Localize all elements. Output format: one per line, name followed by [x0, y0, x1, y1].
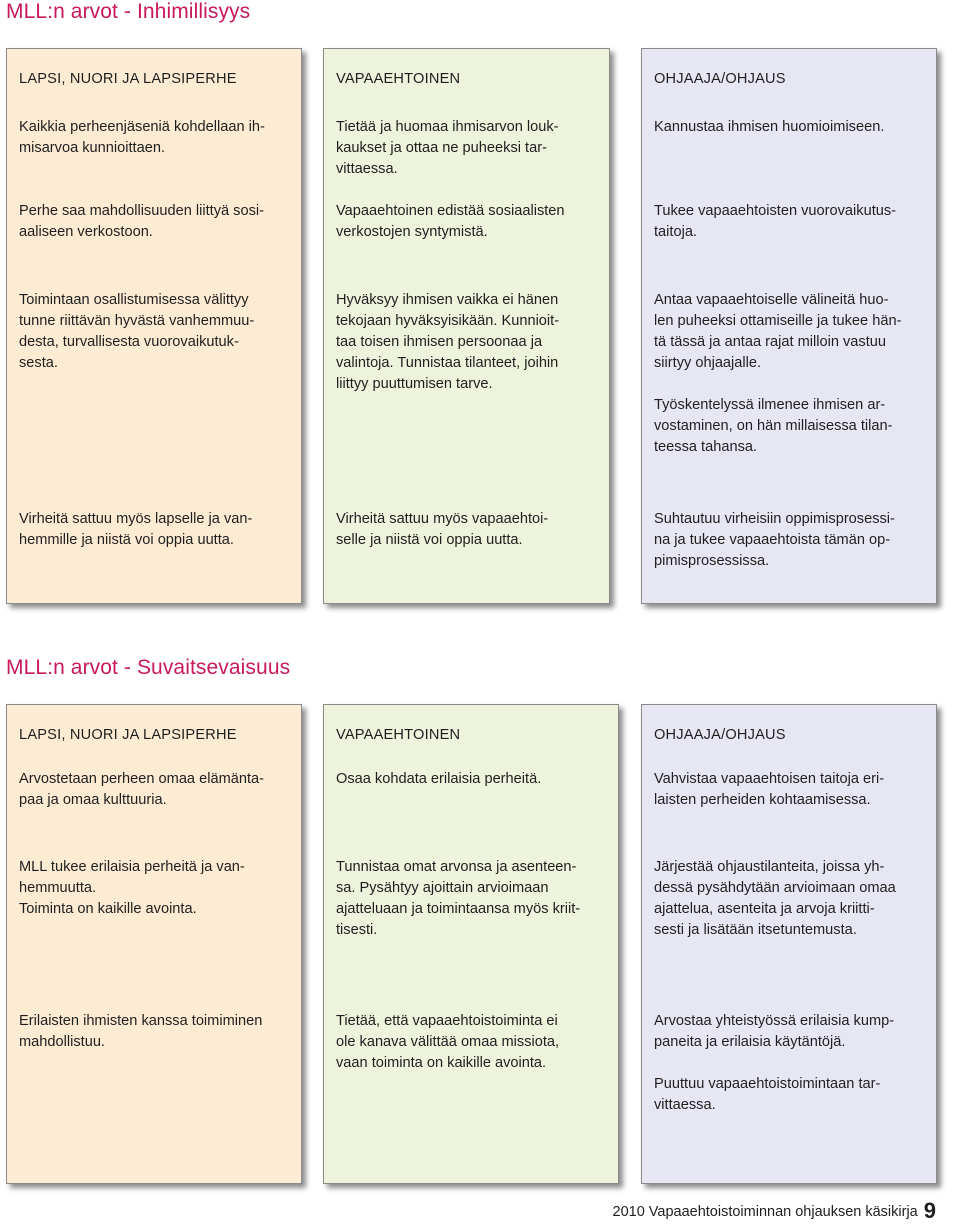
text-item: Hyväksyy ihmisen vaikka ei hänen tekojaan hyväksyisikään. Kunnioit- taa toisen ihmisen persoonaa ja valintoja. Tunnistaa tilanteet, joihin liittyy puuttumisen tarve.	[336, 292, 560, 392]
text-item: Tietää ja huomaa ihmisarvon louk- kaukset ja ottaa ne puheeksi tar- vittaessa.	[336, 119, 559, 177]
section-title-inhimillisyys: MLL:n arvot - Inhimillisyys	[6, 0, 251, 23]
column-heading: OHJAAJA/OHJAUS	[654, 727, 786, 743]
text-item: Arvostaa yhteistyössä erilaisia kump- paneita ja erilaisia käytäntöjä. Puuttuu vapaaehtoistoimintaan tar- vittaessa.	[654, 1013, 895, 1113]
page-footer	[613, 1196, 937, 1222]
column-heading: VAPAAEHTOINEN	[336, 727, 461, 743]
text-item: Suhtautuu virheisiin oppimisprosessi- na ja tukee vapaaehtoista tämän op- pimisprosessissa.	[654, 511, 895, 569]
column-lapsi-suvaitsevaisuus	[6, 704, 302, 1184]
text-item: Järjestää ohjaustilanteita, joissa yh- dessä pysähdytään arvioimaan omaa ajattelua, asenteita ja arvoja kriitti- sesti ja lisätään itsetuntemusta.	[654, 859, 896, 938]
text-item: Tukee vapaaehtoisten vuorovaikutus- taitoja.	[654, 203, 897, 240]
column-heading: OHJAAJA/OHJAUS	[654, 71, 786, 87]
text-item: Osaa kohdata erilaisia perheitä.	[336, 771, 542, 787]
text-item: Antaa vapaaehtoiselle välineitä huo- len puheeksi ottamiseille ja tukee hän- tä tässä ja antaa rajat milloin vastuu siirtyy ohjaajalle. Työskentelyssä ilmenee ihmisen ar- vostaminen, on hän millaisessa tilan- teessa tahansa.	[654, 292, 902, 455]
text-item: MLL tukee erilaisia perheitä ja van- hemmuutta. Toiminta on kaikille avointa.	[19, 859, 245, 917]
page-number: 9	[923, 1198, 936, 1223]
column-vapaaehtoinen-suvaitsevaisuus	[323, 704, 619, 1184]
text-item: Vahvistaa vapaaehtoisen taitoja eri- laisten perheiden kohtaamisessa.	[654, 771, 885, 808]
text-item: Erilaisten ihmisten kanssa toimiminen mahdollistuu.	[19, 1013, 263, 1050]
text-item: Kannustaa ihmisen huomioimiseen.	[654, 119, 885, 135]
text-item: Vapaaehtoinen edistää sosiaalisten verkostojen syntymistä.	[336, 203, 565, 240]
text-item: Virheitä sattuu myös vapaaehtoi- selle ja niistä voi oppia uutta.	[336, 511, 549, 548]
column-heading: VAPAAEHTOINEN	[336, 71, 461, 87]
column-vapaaehtoinen-inhimillisyys	[323, 48, 610, 604]
footer-text: 2010 Vapaaehtoistoiminnan ohjauksen käsikirja	[612, 1204, 918, 1220]
column-ohjaaja-inhimillisyys	[641, 48, 937, 604]
section-title-suvaitsevaisuus: MLL:n arvot - Suvaitsevaisuus	[6, 656, 291, 679]
column-ohjaaja-suvaitsevaisuus	[641, 704, 937, 1184]
text-item: Kaikkia perheenjäseniä kohdellaan ih- misarvoa kunnioittaen.	[19, 119, 265, 156]
text-item: Tietää, että vapaaehtoistoiminta ei ole kanava välittää omaa missiota, vaan toiminta on kaikille avointa.	[336, 1013, 560, 1071]
text-item: Toimintaan osallistumisessa välittyy tunne riittävän hyvästä vanhemmuu- desta, turvallisesta vuorovaikutuk- sesta.	[19, 292, 255, 371]
text-item: Virheitä sattuu myös lapselle ja van- hemmille ja niistä voi oppia uutta.	[19, 511, 253, 548]
column-heading: LAPSI, NUORI JA LAPSIPERHE	[19, 71, 237, 87]
text-item: Arvostetaan perheen omaa elämänta- paa ja omaa kulttuuria.	[19, 771, 265, 808]
column-lapsi-inhimillisyys	[6, 48, 302, 604]
text-item: Perhe saa mahdollisuuden liittyä sosi- aaliseen verkostoon.	[19, 203, 264, 240]
text-item: Tunnistaa omat arvonsa ja asenteen- sa. Pysähtyy ajoittain arvioimaan ajatteluaan ja toimintaansa myös kriit- tisesti.	[336, 859, 581, 938]
column-heading: LAPSI, NUORI JA LAPSIPERHE	[19, 727, 237, 743]
